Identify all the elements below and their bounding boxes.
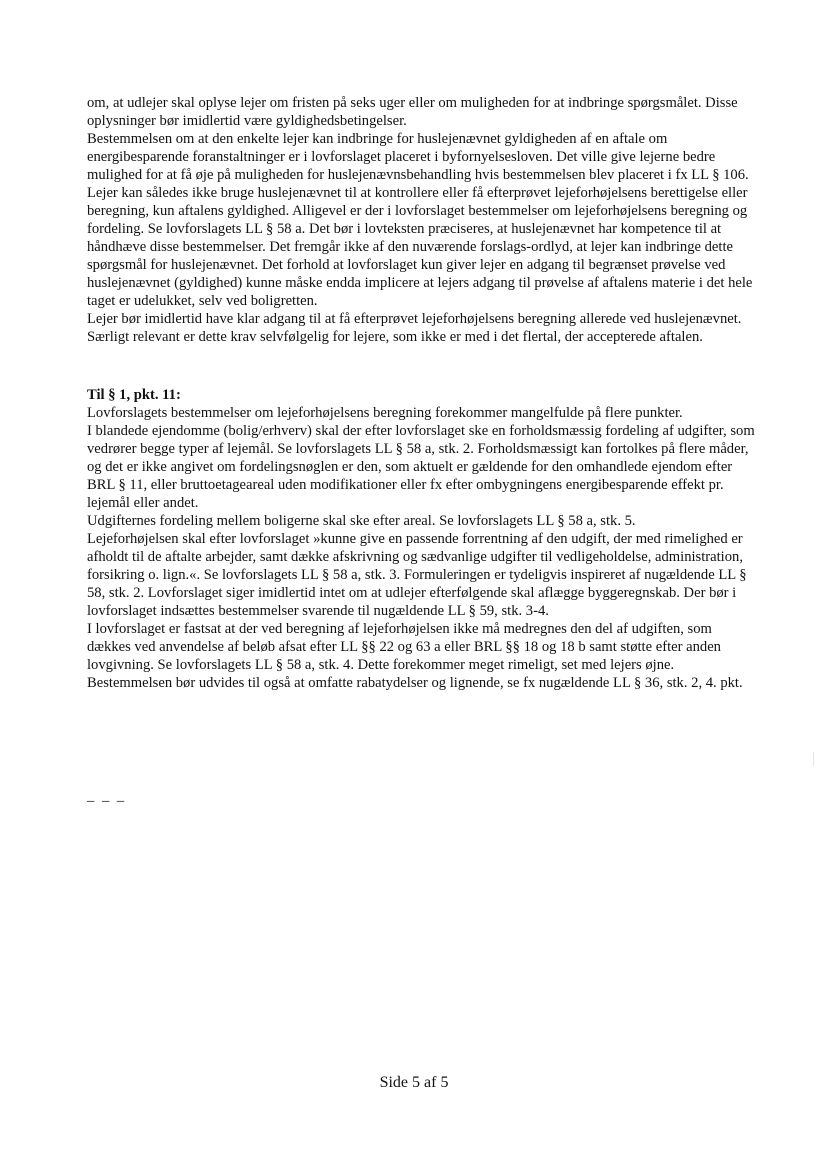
section-spacer [87,346,759,386]
section-heading: Til § 1, pkt. 11: [87,387,181,403]
paragraph: I lovforslaget er fastsat at der ved beregning af lejeforhøjelsen ikke må medregnes den del af udgiften, som dækkes ved anvendelse af beløb afsat efter LL §§ 22 og 63 a eller BRL §§ 18 og 18 b samt støtte efter anden lovgivning. Se lovforslagets LL § 58 a, stk. 4. Dette forekommer meget rimeligt, set med lejers øjne. Bestemmelsen bør udvides til også at omfatte rabatydelser og lignende, se fx nugældende LL § 36, stk. 2, 4. pkt. [87,621,743,691]
paragraph: Lovforslagets bestemmelser om lejeforhøjelsens beregning forekommer mangelfulde på flere punkter. [87,405,683,421]
paragraph: Lejer bør imidlertid have klar adgang til at få efterprøvet lejeforhøjelsens beregning allerede ved huslejenævnet. Særligt relevant er dette krav selvfølgelig for lejere, som ikke er med i det flertal, der accepterede aftalen. [87,311,742,345]
paragraph: Udgifternes fordeling mellem boligerne skal ske efter areal. Se lovforslagets LL § 58 a, stk. 5. [87,513,636,529]
scan-artifact [813,752,814,766]
paragraph: Lejer kan således ikke bruge huslejenævnet til at kontrollere eller få efterprøvet lejeforhøjelsens berettigelse eller beregning, kun aftalens gyldighed. Alligevel er der i lovforslaget bestemmelser om lejeforhøjelsens beregning og fordeling. Se lovforslagets LL § 58 a. Det bør i lovteksten præciseres, at huslejenævnet har kompetence til at håndhæve disse bestemmelser. Det fremgår ikke af den nuværende forslags-ordlyd, at lejer kan indbringe dette spørgsmål for huslejenævnet. Det forhold at lovforslaget kun giver lejer en adgang til begrænset prøvelse ved huslejenævnet (gyldighed) kunne måske endda implicere at lejers adgang til prøvelse af aftalens materie i det hele taget er udelukket, selv ved boligretten. [87,185,753,309]
document-body [87,94,759,692]
paragraph: Lejeforhøjelsen skal efter lovforslaget »kunne give en passende forrentning af den udgift, der med rimelighed er afholdt til de aftalte arbejder, samt dække afskrivning og sædvanlige udgifter til vedligeholdelse, administration, forsikring o. lign.«. Se lovforslagets LL § 58 a, stk. 3. Formuleringen er tydeligvis inspireret af nugældende LL § 58, stk. 2. Lovforslaget siger imidlertid intet om at udlejer efterfølgende skal aflægge byggeregnskab. Der bør i lovforslaget indsættes bestemmelser svarende til nugældende LL § 59, stk. 3-4. [87,531,747,619]
page-number-footer: Side 5 af 5 [379,1074,449,1091]
paragraph: om, at udlejer skal oplyse lejer om fristen på seks uger eller om muligheden for at indbringe spørgsmålet. Disse oplysninger bør imidlertid være gyldighedsbetingelser. [87,95,738,129]
paragraph: I blandede ejendomme (bolig/erhverv) skal der efter lovforslaget ske en forholdsmæssig fordeling af udgifter, som vedrører begge typer af lejemål. Se lovforslagets LL § 58 a, stk. 2. Forholdsmæssigt kan fortolkes på flere måder, og det er ikke angivet om fordelingsnøglen er den, som aktuelt er gældende for den omhandlede ejendom efter BRL § 11, eller bruttoetageareal uden modifikationer eller fx efter ombygningens energibesparende effekt pr. lejemål eller andet. [87,423,755,511]
end-separator: – – – [87,793,127,809]
paragraph: Bestemmelsen om at den enkelte lejer kan indbringe for huslejenævnet gyldigheden af en aftale om energibesparende foranstaltninger er i lovforslaget placeret i byfornyelsesloven. Det ville give lejerne bedre mulighed for at få øje på muligheden for huslejenævnsbehandling hvis bestemmelsen blev placeret i fx LL § 106. [87,131,749,183]
